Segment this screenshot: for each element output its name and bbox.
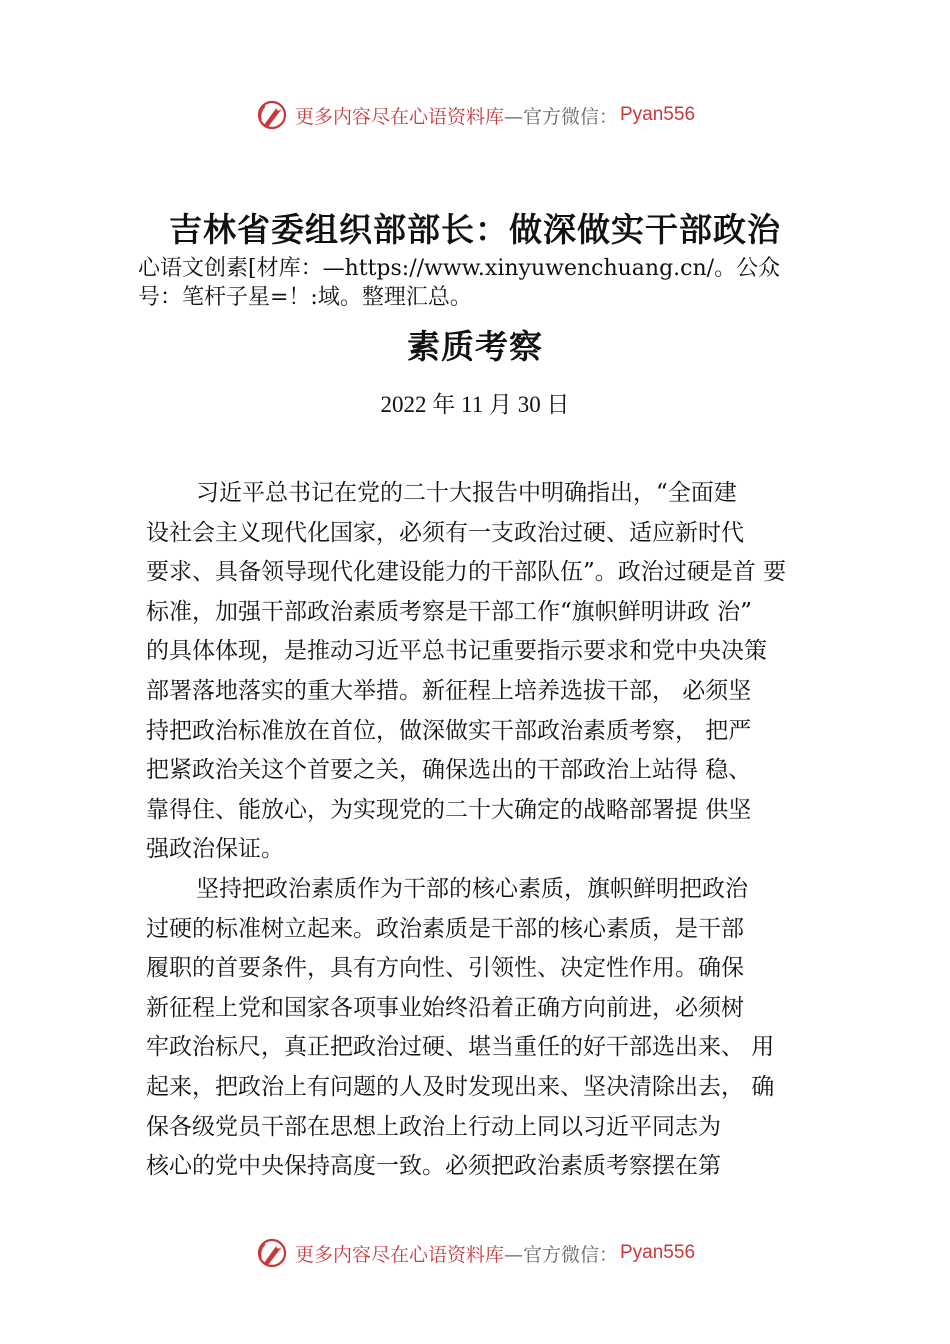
footer-banner: [0, 1233, 950, 1273]
header-banner: [0, 95, 950, 135]
paragraph-line: 标准，加强干部政治素质考察是干部工作“旗帜鲜明讲政 治”: [146, 598, 752, 625]
banner-wechat-id: Pyan556: [620, 1242, 696, 1263]
banner-wechat-id: Pyan556: [620, 104, 696, 125]
source-line-2: 号：笔杆子星=！:域。整理汇总。: [138, 285, 472, 310]
source-note: [138, 254, 843, 312]
paragraph-line: 要求、具备领导现代化建设能力的干部队伍”。政治过硬是首 要: [146, 559, 787, 586]
paragraph-line: 持把政治标准放在首位，做深做实干部政治素质考察， 把严: [146, 717, 752, 744]
paragraph-line: 履职的首要条件，具有方向性、引领性、决定性作用。确保: [146, 955, 744, 982]
paragraph-line: 设社会主义现代化国家，必须有一支政治过硬、适应新时代: [146, 519, 744, 546]
paragraph-line: 把紧政治关这个首要之关，确保选出的干部政治上站得 稳、: [146, 757, 752, 784]
paragraph-2: [146, 870, 822, 1187]
pen-nib-logo-icon: [255, 98, 289, 132]
banner-wechat-label: —官方微信：: [503, 1243, 618, 1266]
document-title: 吉林省委组织部部长：做深做实干部政治: [169, 210, 781, 249]
paragraph-line: 部署落地落实的重大举措。新征程上培养选拔干部， 必须坚: [146, 677, 752, 704]
paragraph-line: 坚持把政治素质作为干部的核心素质，旗帜鲜明把政治: [196, 876, 748, 902]
source-line-1: 心语文创素[材库：—https://www.xinyuwenchuang.cn/。公众: [138, 256, 781, 281]
banner-site-name: 更多内容尽在心语资料库: [294, 105, 504, 128]
paragraph-line: 强政治保证。: [146, 836, 284, 863]
paragraph-line: 核心的党中央保持高度一致。必须把政治素质考察摆在第: [146, 1153, 721, 1180]
paragraph-1: [146, 474, 822, 870]
paragraph-line: 保各级党员干部在思想上政治上行动上同以习近平同志为: [146, 1113, 721, 1140]
paragraph-line: 过硬的标准树立起来。政治素质是干部的核心素质，是干部: [146, 915, 744, 942]
banner-wechat-label: —官方微信：: [503, 105, 618, 128]
document-date: 2022 年 11 月 30 日: [380, 392, 570, 417]
paragraph-line: 起来，把政治上有问题的人及时发现出来、坚决清除出去， 确: [146, 1073, 775, 1100]
paragraph-line: 牢政治标尺，真正把政治过硬、堪当重任的好干部选出来、 用: [146, 1034, 775, 1061]
pen-nib-logo-icon: [255, 1236, 289, 1270]
banner-site-name: 更多内容尽在心语资料库: [294, 1243, 504, 1266]
paragraph-line: 新征程上党和国家各项事业始终沿着正确方向前进，必须树: [146, 994, 744, 1021]
paragraph-line: 的具体体现，是推动习近平总书记重要指示要求和党中央决策: [146, 638, 767, 665]
document-subtitle: 素质考察: [407, 327, 543, 366]
paragraph-line: 习近平总书记在党的二十大报告中明确指出，“全面建: [196, 480, 737, 506]
paragraph-line: 靠得住、能放心，为实现党的二十大确定的战略部署提 供坚: [146, 796, 752, 823]
